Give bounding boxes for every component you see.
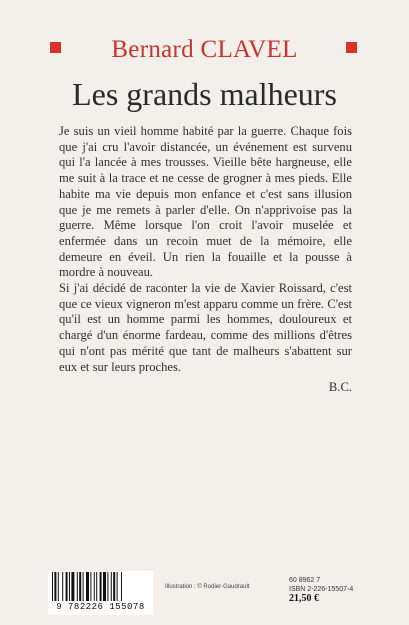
blurb-paragraph-1: Je suis un vieil homme habité par la guerre. Chaque fois que j'ai cru l'avoir distancée, un événement est survenu qui l'a lancée à mes trousses. Vieille bête hargneuse, elle me suit à la trace et ne cesse de grogner à mes pieds. Elle habite ma vie depuis mon enfance et c'est sans illusion que je me remets à parler d'elle. On n'apprivoise pas la guerre. Même lorsque l'on croit l'avoir muselée et enfermée dans un recoin muet de la mémoire, elle demeure en éveil. Un rien la fouaille et la pousse à mordre à nouveau.	[59, 124, 352, 280]
barcode-number: 9 782226 155078	[56, 602, 145, 612]
back-codes	[289, 576, 353, 603]
illustration-credit: Illustration : © Rodier-Gaudrault	[165, 584, 250, 590]
blurb-paragraph-2: Si j'ai décidé de raconter la vie de Xavier Roissard, c'est que ce vieux vigneron m'est apparu comme un frère. C'est qu'il est un homme parmi les hommes, douloureux et chargé d'un énorme fardeau, comme des millions d'êtres qui n'ont pas mérité que tant de malheurs s'abattent sur eux et sur leurs proches.	[59, 281, 352, 374]
internal-code: 60 8962 7	[289, 577, 321, 584]
isbn: ISBN 2-226-15507-4	[289, 586, 354, 593]
blurb-signature: B.C.	[328, 380, 352, 395]
barcode-bars	[52, 572, 149, 601]
blurb-text	[59, 124, 352, 396]
price: 21,50 €	[289, 593, 319, 604]
author-name: Bernard CLAVEL	[111, 36, 298, 63]
barcode	[48, 571, 153, 615]
book-title: Les grands malheurs	[72, 76, 337, 112]
